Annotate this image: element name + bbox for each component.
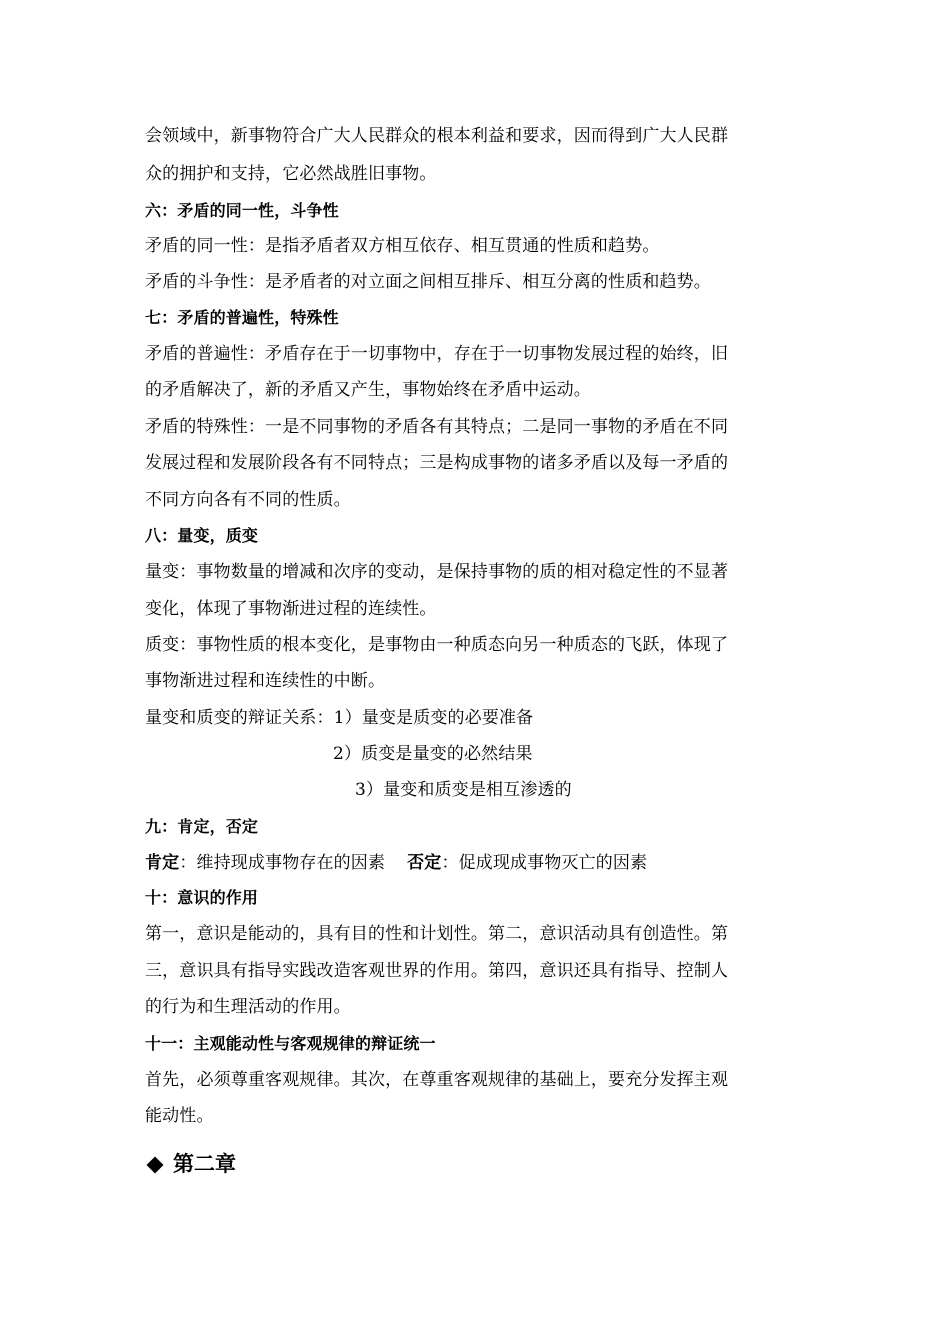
paragraph-line: 首先，必须尊重客观规律。其次，在尊重客观规律的基础上，要充分发挥主观 <box>145 1070 729 1090</box>
list-item: 3）量变和质变是相互渗透的 <box>355 780 572 800</box>
paragraph-line: 发展过程和发展阶段各有不同特点；三是构成事物的诸多矛盾以及每一矛盾的 <box>145 453 729 473</box>
negate-label: 否定 <box>407 853 442 873</box>
affirm-label: 肯定 <box>145 853 180 873</box>
section-heading-10: 十：意识的作用 <box>145 888 259 907</box>
paragraph-line: 会领域中，新事物符合广大人民群众的根本利益和要求，因而得到广大人民群 <box>145 126 729 146</box>
affirm-negate-line <box>145 852 647 874</box>
paragraph-line: 的行为和生理活动的作用。 <box>145 997 351 1017</box>
paragraph-line: 三，意识具有指导实践改造客观世界的作用。第四，意识还具有指导、控制人 <box>145 961 729 981</box>
paragraph-line: 能动性。 <box>145 1106 214 1126</box>
chapter-heading <box>145 1150 236 1178</box>
section-heading-6: 六：矛盾的同一性，斗争性 <box>145 201 339 220</box>
list-item: 2）质变是量变的必然结果 <box>333 744 533 764</box>
paragraph-line: 的矛盾解决了，新的矛盾又产生，事物始终在矛盾中运动。 <box>145 380 591 400</box>
paragraph-line: 质变：事物性质的根本变化，是事物由一种质态向另一种质态的飞跃，体现了 <box>145 635 729 655</box>
paragraph-line: 量变：事物数量的增减和次序的变动，是保持事物的质的相对稳定性的不显著 <box>145 562 729 582</box>
diamond-bullet-icon <box>147 1156 164 1173</box>
paragraph-line: 众的拥护和支持，它必然战胜旧事物。 <box>145 164 437 184</box>
paragraph-line: 事物渐进过程和连续性的中断。 <box>145 671 386 691</box>
section-heading-7: 七：矛盾的普遍性，特殊性 <box>145 308 339 327</box>
paragraph-line: 矛盾的普遍性：矛盾存在于一切事物中，存在于一切事物发展过程的始终，旧 <box>145 344 729 364</box>
negate-text: ：促成现成事物灭亡的因素 <box>441 853 648 873</box>
paragraph-line: 量变和质变的辩证关系：1）量变是质变的必要准备 <box>145 708 534 728</box>
paragraph-line: 不同方向各有不同的性质。 <box>145 490 351 510</box>
paragraph-line: 矛盾的特殊性：一是不同事物的矛盾各有其特点；二是同一事物的矛盾在不同 <box>145 417 729 437</box>
paragraph-line: 变化，体现了事物渐进过程的连续性。 <box>145 599 437 619</box>
affirm-text: ：维持现成事物存在的因素 <box>179 853 386 873</box>
section-heading-9: 九：肯定，否定 <box>145 817 259 836</box>
section-heading-11: 十一：主观能动性与客观规律的辩证统一 <box>145 1034 436 1053</box>
paragraph-line: 矛盾的同一性：是指矛盾者双方相互依存、相互贯通的性质和趋势。 <box>145 236 660 256</box>
paragraph-line: 矛盾的斗争性：是矛盾者的对立面之间相互排斥、相互分离的性质和趋势。 <box>145 272 711 292</box>
section-heading-8: 八：量变，质变 <box>145 526 259 545</box>
chapter-title: 第二章 <box>173 1151 236 1176</box>
paragraph-line: 第一，意识是能动的，具有目的性和计划性。第二，意识活动具有创造性。第 <box>145 924 729 944</box>
